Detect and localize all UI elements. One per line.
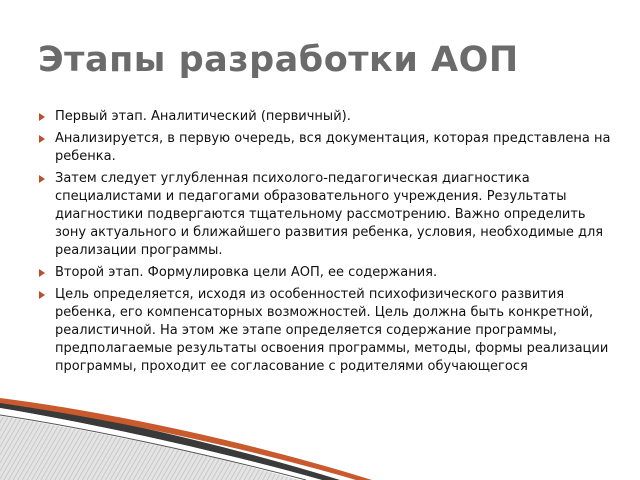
bullet-text: Анализируется, в первую очередь, вся документация, которая представлена на ребенка. (55, 131, 611, 164)
triangle-bullet-icon (39, 291, 45, 299)
triangle-bullet-icon (39, 135, 45, 143)
bullet-item (37, 108, 612, 126)
bullet-text: Затем следует углубленная психолого-педагогическая диагностика специалистами и педагогами образовательного учреждения. Результаты диагностики подвергаются тщательному рассмотрению. Важно определить зону актуального и ближайшего развития ребенка, условия, необходимые для реализации программы. (55, 171, 604, 258)
triangle-bullet-icon (39, 113, 45, 121)
bullet-text: Первый этап. Аналитический (первичный). (55, 109, 351, 124)
bullet-text: Второй этап. Формулировка цели АОП, ее содержания. (55, 265, 438, 280)
decorative-wave-graphic (0, 398, 380, 480)
bullet-list (37, 108, 612, 380)
triangle-bullet-icon (39, 269, 45, 277)
bullet-item (37, 170, 612, 260)
triangle-bullet-icon (39, 175, 45, 183)
bullet-item (37, 130, 612, 166)
bullet-item (37, 286, 612, 376)
slide-title: Этапы разработки АОП (38, 40, 519, 80)
bullet-item (37, 264, 612, 282)
bullet-text: Цель определяется, исходя из особенностей психофизического развития ребенка, его компенсаторных возможностей. Цель должна быть конкретной, реалистичной. На этом же этапе определяется содержание программы, предполагаемые результаты освоения программы, методы, формы реализации программы, проходит ее согласование с родителями обучающегося (55, 287, 609, 374)
